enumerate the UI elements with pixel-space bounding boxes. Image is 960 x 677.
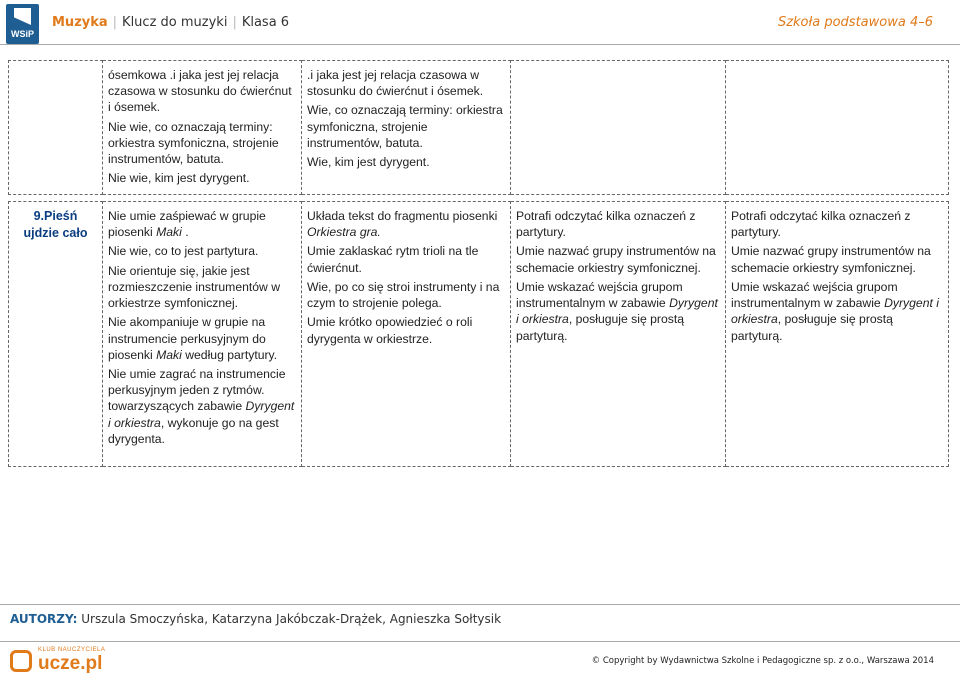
brand-club: KLUB NAUCZYCIELA bbox=[38, 647, 106, 653]
requirements-table-top bbox=[8, 60, 949, 195]
authors-label: AUTORZY: bbox=[10, 612, 78, 626]
requirement-text: Umie nazwać grupy instrumentów na schemacie orkiestry symfonicznej. bbox=[516, 244, 716, 275]
ucze-logo bbox=[10, 647, 106, 674]
requirement-text: Nie umie zagrać na instrumencie perkusyjnym jeden z rytmów. towarzyszących zabawie Dyrygent i orkiestra, wykonuje go na gest dyrygenta. bbox=[108, 366, 295, 446]
grade-col-4 bbox=[726, 61, 949, 195]
book-title: Klucz do muzyki bbox=[122, 15, 228, 30]
grade-col-3 bbox=[511, 61, 726, 195]
requirement-text: Nie akompaniuje w grupie na instrumencie perkusyjnym do piosenki Maki według partytury. bbox=[108, 315, 278, 362]
requirement-text: Potrafi odczytać kilka oznaczeń z partytury. bbox=[516, 209, 696, 240]
topic-title: ujdzie cało bbox=[23, 225, 88, 240]
requirement-text: Układa tekst do fragmentu piosenki Orkiestra gra. bbox=[307, 209, 498, 240]
topic-cell-empty bbox=[9, 61, 103, 195]
ucze-logo-icon bbox=[10, 650, 32, 672]
requirement-text: Nie orientuje się, jakie jest rozmieszczenie instrumentów w orkiestrze symfonicznej. bbox=[108, 263, 281, 311]
wsip-logo-icon bbox=[14, 8, 31, 25]
requirement-text: .i jaka jest jej relacja czasowa w stosunku do ćwierćnut i ósemek. bbox=[307, 68, 484, 99]
requirement-text: Potrafi odczytać kilka oznaczeń z partytury. bbox=[731, 209, 911, 240]
grade-label: Klasa 6 bbox=[241, 15, 290, 30]
requirement-text: Nie wie, co oznaczają terminy: orkiestra symfoniczna, strojenie instrumentów, batuta. bbox=[108, 119, 279, 167]
brand-name: ucze.pl bbox=[38, 653, 103, 674]
requirement-text: Nie wie, kim jest dyrygent. bbox=[108, 171, 250, 186]
requirement-text: ósemkowa .i jaka jest jej relacja czasowa w stosunku do ćwierćnut i ósemek. bbox=[108, 68, 292, 115]
header-divider bbox=[0, 44, 960, 45]
header-separator: | bbox=[112, 15, 118, 30]
school-level: Szkoła podstawowa 4–6 bbox=[777, 15, 933, 30]
grade-col-3 bbox=[511, 202, 726, 467]
topic-number: 9.Pieśń bbox=[33, 209, 78, 223]
authors-names: Urszula Smoczyńska, Katarzyna Jakóbczak-Drążek, Agnieszka Sołtysik bbox=[81, 612, 502, 626]
copyright-notice: © Copyright by Wydawnictwa Szkolne i Pedagogiczne sp. z o.o., Warszawa 2014 bbox=[591, 656, 934, 666]
grade-col-4 bbox=[726, 202, 949, 467]
wsip-logo-text: WSiP bbox=[10, 29, 34, 39]
requirement-text: Umie krótko opowiedzieć o roli dyrygenta w orkiestrze. bbox=[307, 315, 473, 346]
requirement-text: Umie zaklaskać rytm trioli na tle ćwierćnut. bbox=[307, 244, 479, 275]
requirements-table-main bbox=[8, 201, 949, 467]
grade-col-1 bbox=[103, 61, 302, 195]
lesson-topic bbox=[9, 202, 103, 467]
requirement-text: Wie, po co się stroi instrumenty i na czym to strojenie polega. bbox=[307, 279, 500, 311]
footer-divider bbox=[0, 604, 960, 605]
requirement-text: Umie wskazać wejścia grupom instrumentalnym w zabawie Dyrygent i orkiestra, posługuje się prostą partyturą. bbox=[731, 279, 939, 343]
wsip-logo bbox=[6, 4, 39, 44]
grade-col-2 bbox=[302, 61, 511, 195]
header-separator: | bbox=[232, 15, 237, 30]
footer-divider-2 bbox=[0, 641, 960, 642]
grade-col-1 bbox=[103, 202, 302, 467]
requirement-text: Umie nazwać grupy instrumentów na schemacie orkiestry symfonicznej. bbox=[731, 244, 931, 275]
subject-name: Muzyka bbox=[52, 15, 108, 30]
grade-col-2 bbox=[302, 202, 511, 467]
document-header bbox=[52, 15, 289, 30]
requirement-text: Wie, co oznaczają terminy: orkiestra symfoniczna, strojenie instrumentów, batuta. bbox=[307, 103, 503, 150]
requirement-text: Wie, kim jest dyrygent. bbox=[307, 155, 430, 170]
requirement-text: Nie umie zaśpiewać w grupie piosenki Maki . bbox=[108, 209, 266, 240]
requirement-text: Umie wskazać wejścia grupom instrumentalnym w zabawie Dyrygent i orkiestra, posługuje się prostą partyturą. bbox=[516, 279, 718, 343]
requirement-text: Nie wie, co to jest partytura. bbox=[108, 244, 259, 259]
authors-line bbox=[10, 612, 501, 626]
